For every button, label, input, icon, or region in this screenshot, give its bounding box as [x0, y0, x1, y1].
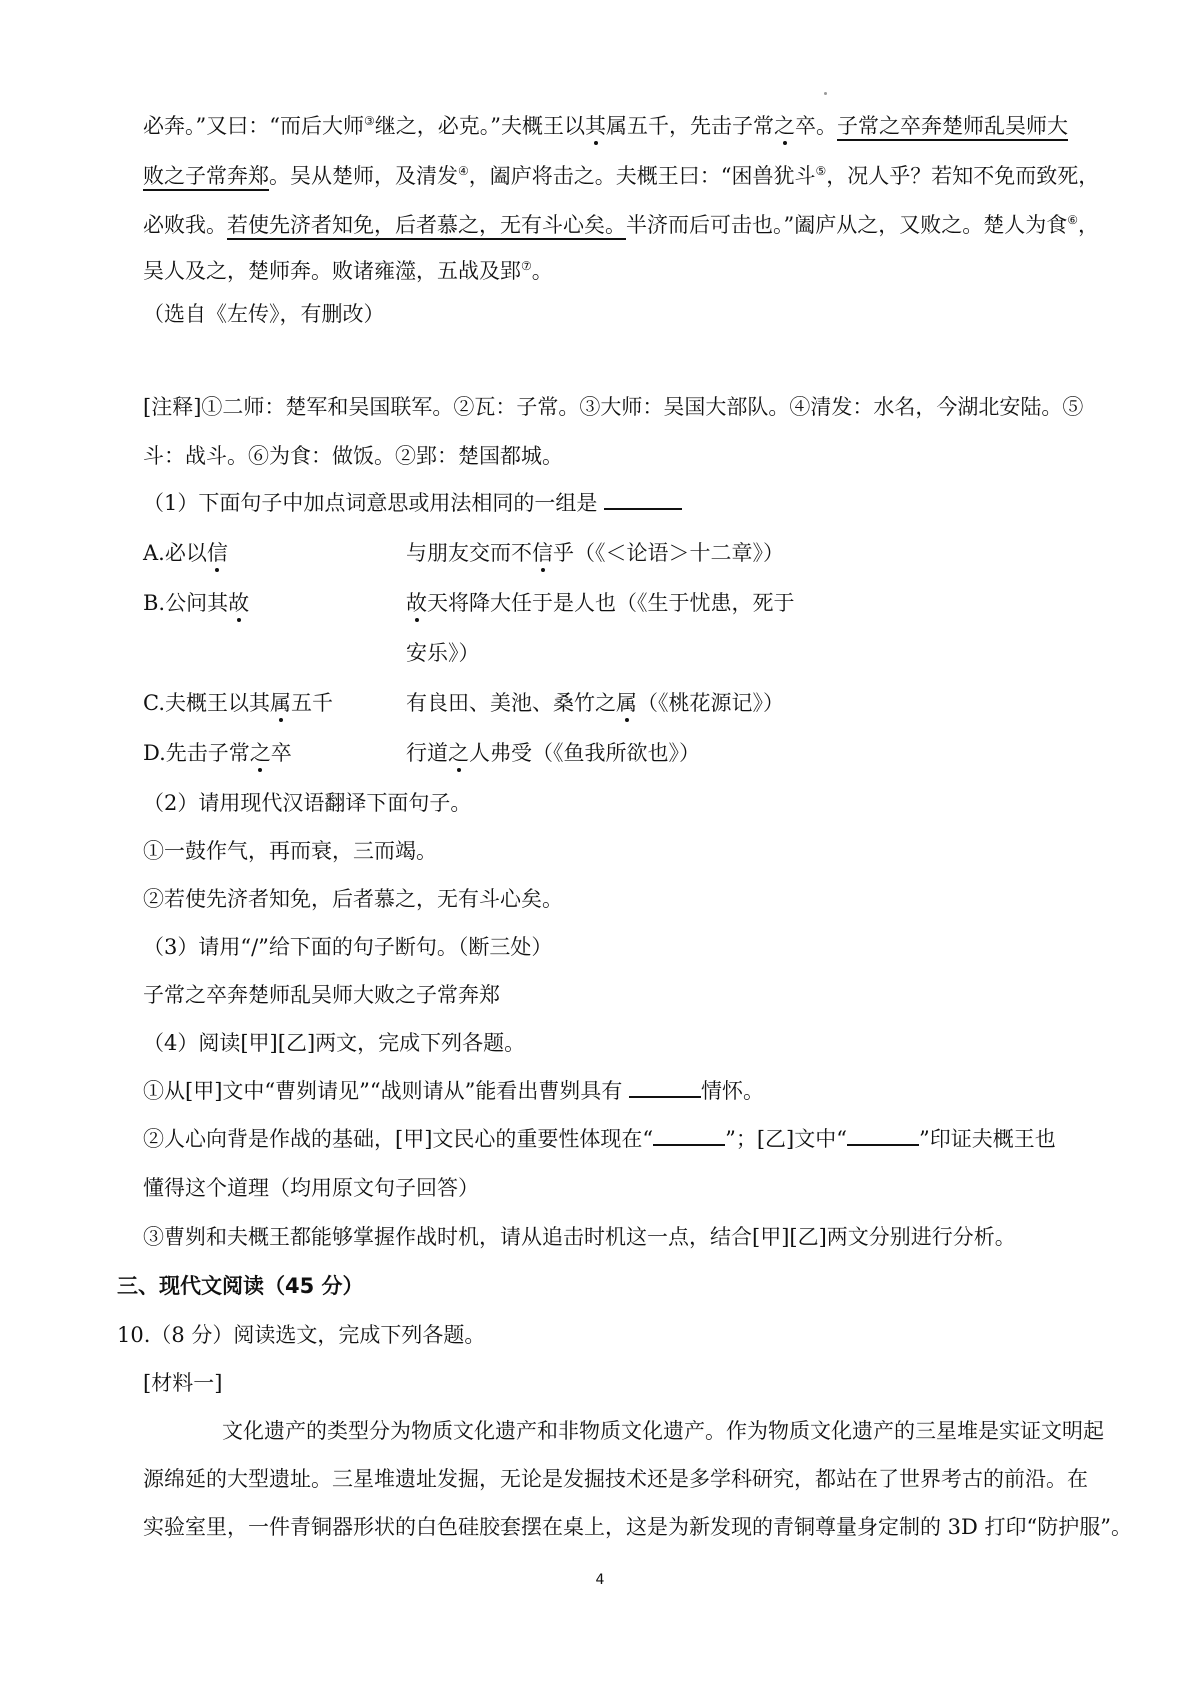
underlined-sentence: 子常之卒奔楚师乱吴师大	[837, 114, 1068, 138]
q4-sub-2-cont: 懂得这个道理（均用原文句子回答）	[143, 1176, 479, 1200]
answer-blank[interactable]	[847, 1138, 919, 1146]
dotted-char: 之	[774, 114, 795, 138]
q1-option-c-left: C.夫概王以其属五千	[143, 691, 333, 715]
answer-blank[interactable]	[653, 1138, 725, 1146]
material-paragraph-line-1: 文化遗产的类型分为物质文化遗产和非物质文化遗产。作为物质文化遗产的三星堆是实证文明起	[222, 1419, 1104, 1443]
q4-sub-3: ③曹刿和夫概王都能够掌握作战时机，请从追击时机这一点，结合[甲][乙]两文分别进行分析。	[143, 1225, 1016, 1249]
q2-stem: （2）请用现代汉语翻译下面句子。	[143, 791, 472, 815]
q3-stem: （3）请用“/”给下面的句子断句。（断三处）	[143, 935, 553, 959]
q1-option-d-left: D.先击子常之卒	[143, 741, 292, 765]
q3-text: 子常之卒奔楚师乱吴师大败之子常奔郑	[143, 983, 500, 1007]
q1-option-c-right: 有良田、美池、桑竹之属（《桃花源记》）	[406, 691, 784, 715]
passage-source: （选自《左传》，有删改）	[143, 302, 385, 326]
q2-sentence-2: ②若使先济者知免，后者慕之，无有斗心矣。	[143, 887, 563, 911]
answer-blank[interactable]	[629, 1090, 701, 1098]
passage-line-4: 吴人及之，楚师奔。败诸雍澨，五战及郢⑦。	[143, 259, 553, 283]
section-title: 三、现代文阅读（45 分）	[117, 1274, 364, 1298]
notes-line-1: [注释]①二师：楚军和吴国联军。②瓦：子常。③大师：吴国大部队。④清发：水名，今湖北安陆。⑤	[143, 395, 1084, 419]
material-paragraph-line-2: 源绵延的大型遗址。三星堆遗址发掘，无论是发掘技术还是多学科研究，都站在了世界考古的前沿。在	[143, 1467, 1088, 1491]
q1-option-b-right-cont: 安乐》）	[406, 641, 480, 665]
q1-option-b-right: 故天将降大任于是人也（《生于忧患，死于	[406, 591, 795, 615]
scan-speck	[824, 92, 827, 95]
q4-sub-2: ②人心向背是作战的基础，[甲]文民心的重要性体现在“ ”；[乙]文中“ ”印证夫概王也	[143, 1127, 1056, 1151]
passage-line-3: 必败我。若使先济者知免，后者慕之，无有斗心矣。半济而后可击也。”阖庐从之，又败之。楚人为食⑥，	[143, 213, 1099, 237]
notes-line-2: 斗：战斗。⑥为食：做饭。②郢：楚国都城。	[143, 444, 563, 468]
answer-blank[interactable]	[604, 502, 682, 510]
material-paragraph-line-3: 实验室里，一件青铜器形状的白色硅胶套摆在桌上，这是为新发现的青铜尊量身定制的 3D 打印“防护服”。	[143, 1515, 1133, 1539]
dotted-char: 其	[585, 114, 606, 138]
q1-option-d-right: 行道之人弗受（《鱼我所欲也》）	[406, 741, 700, 765]
q10-stem: 10.（8 分）阅读选文，完成下列各题。	[117, 1323, 486, 1347]
q1-stem: （1）下面句子中加点词意思或用法相同的一组是	[143, 488, 682, 518]
material-label: [材料一]	[143, 1371, 223, 1395]
q1-option-a-right: 与朋友交而不信乎（《＜论语＞十二章》）	[406, 541, 784, 565]
page-number: 4	[595, 1572, 605, 1588]
passage-line-1: 必奔。”又曰：“而后大师③继之，必克。”夫概王以其属五千，先击子常之卒。子常之卒奔楚师乱吴师大	[143, 114, 1068, 138]
q4-sub-1: ①从[甲]文中“曹刿请见”“战则请从”能看出曹刿具有 情怀。	[143, 1079, 765, 1103]
passage-line-2: 败之子常奔郑。吴从楚师，及清发④，阖庐将击之。夫概王曰：“困兽犹斗⑤，况人乎？若知不免而致死，	[143, 164, 1100, 188]
underlined-sentence: 若使先济者知免，后者慕之，无有斗心矣。	[227, 213, 626, 237]
q4-stem: （4）阅读[甲][乙]两文，完成下列各题。	[143, 1031, 526, 1055]
q1-option-b-left: B.公问其故	[143, 591, 250, 615]
q1-option-a-left: A.必以信	[143, 541, 228, 565]
underlined-sentence: 败之子常奔郑	[143, 164, 269, 188]
q2-sentence-1: ①一鼓作气，再而衰，三而竭。	[143, 839, 437, 863]
